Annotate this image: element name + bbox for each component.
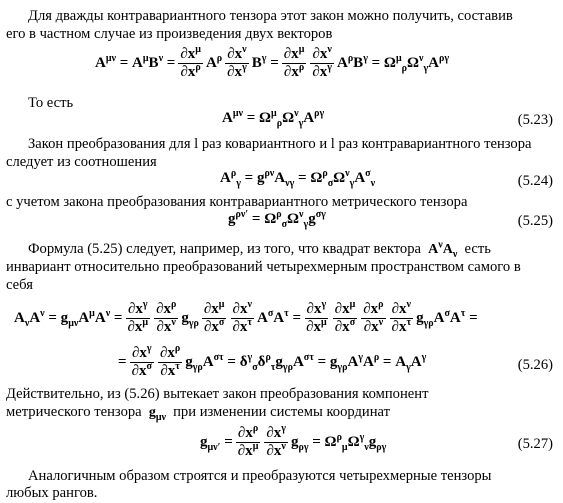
paragraph-line: любых рангов. <box>6 485 98 501</box>
math-symbol: $A^{\mu\nu} = \Omega^\mu_\rho\Omega^\nu_\gamma A^{\rho\gamma}$ <box>222 108 325 129</box>
fraction: $\frac{\partial x^\gamma}{\partial x^\mu}$ <box>127 299 149 335</box>
paragraph-text: есть <box>464 241 491 257</box>
equation-5-24 <box>220 170 375 187</box>
equation-5-25 <box>228 211 326 228</box>
paragraph-line: инвариант относительно преобразований четырехмерным пространством самого в <box>6 259 521 275</box>
inline-math: $A^\nu A_\nu$ <box>424 239 458 260</box>
fraction: $\frac{\partial x^\rho}{\partial x^\mu}$ <box>237 423 259 459</box>
paragraph-line: с учетом закона преобразования контравариантного метрического тензора <box>6 194 468 210</box>
fraction: $\frac{\partial x^\gamma}{\partial x^\nu}$ <box>266 423 286 459</box>
paragraph-text: при изменении системы координат <box>173 404 391 420</box>
math-symbol: $A^\rho B^\gamma = \Omega^\mu_\rho\Omega^\nu_\gamma A^{\rho\gamma}$ <box>336 53 450 74</box>
math-symbol: $g_{\gamma\rho}A^\sigma A^\tau$ = <box>416 308 478 329</box>
fraction: $\frac{\partial x^\nu}{\partial x^\tau}$ <box>232 299 252 335</box>
paragraph-line <box>6 404 563 421</box>
fraction: $\frac{\partial x^\mu}{\partial x^\rho}$ <box>180 44 201 80</box>
paragraph-text: метрического тензора <box>6 404 142 420</box>
math-symbol: $g_{\gamma\rho}$ <box>181 310 199 329</box>
fraction: $\frac{\partial x^\rho}{\partial x^\tau}$ <box>159 343 181 379</box>
paragraph-line: Закон преобразования для l раз ковариантного и l раз контравариантного тензора <box>28 136 532 152</box>
math-symbol: $g_{\rho\gamma} = \Omega^\rho_\mu\Omega^\gamma_\nu g_{\rho\gamma}$ <box>290 432 387 453</box>
fraction: $\frac{\partial x^\rho}{\partial x^\nu}$ <box>363 299 384 335</box>
fraction: $\frac{\partial x^\nu}{\partial x^\tau}$ <box>391 299 412 335</box>
paragraph-line: Для дважды контравариантного тензора этот закон можно получить, составив <box>28 8 513 24</box>
math-symbol: $A^\rho_\gamma = g^{\rho\nu}A_{\nu\gamma} = \Omega^\rho_\sigma\Omega^\nu_\gamma A^\sigma_\nu$ <box>220 168 376 189</box>
fraction: $\frac{\partial x^\mu}{\partial x^\sigma}$ <box>334 299 356 335</box>
fraction: $\frac{\partial x^\mu}{\partial x^\rho}$ <box>283 44 305 80</box>
math-symbol: $g_{\mu\nu'}$ = <box>200 434 233 453</box>
fraction: $\frac{\partial x^\gamma}{\partial x^\mu}$ <box>306 299 327 335</box>
math-symbol: $g_{\gamma\rho}A^{\sigma\tau} = \delta^\gamma_\sigma\delta^\rho_\tau g_{\gamma\rho}A^{\sigma\tau} = g_{\gamma\rho}A^\gamma A^\rho = A_\gamma A^\gamma$ <box>185 352 427 373</box>
fraction: $\frac{\partial x^\gamma}{\partial x^\sigma}$ <box>131 343 152 379</box>
paragraph-line: То есть <box>28 95 74 111</box>
paragraph-line: Аналогичным образом строятся и преобразуются четырехмерные тензоры <box>28 468 492 484</box>
paragraph-line: себя <box>6 277 33 293</box>
math-symbol: $A^\rho$ <box>205 53 223 71</box>
paragraph-line <box>28 241 563 258</box>
math-symbol: $A^\sigma A^\tau$ = <box>257 308 302 326</box>
math-symbol: $g^{\rho\nu'} = \Omega^\rho_\sigma\Omega^\nu_\gamma g^{\sigma\gamma}$ <box>228 209 326 230</box>
inline-math: $g_{\mu\nu}$ <box>145 405 166 423</box>
paragraph-line: Действительно, из (5.26) вытекает закон преобразования компонент <box>6 386 429 402</box>
fraction: $\frac{\partial x^\nu}{\partial x^\gamma}$ <box>227 44 247 80</box>
equation-5-23 <box>222 110 324 127</box>
equation-number: (5.23) <box>517 112 553 128</box>
equation-5-26-line1 <box>14 299 478 335</box>
math-symbol: $A_\nu A^\nu = g_{\mu\nu}A^\mu A^\nu$ = <box>14 308 123 329</box>
fraction: $\frac{\partial x^\nu}{\partial x^\gamma}$ <box>312 44 332 80</box>
equation-5-26-line2 <box>118 343 427 379</box>
math-symbol: $A^{\mu\nu} = A^\mu B^\nu$ = <box>95 53 176 71</box>
fraction: $\frac{\partial x^\rho}{\partial x^\nu}$ <box>156 299 177 335</box>
math-symbol: $B^\gamma$ = <box>251 53 279 71</box>
equation-number: (5.25) <box>517 213 553 229</box>
equation-number: (5.27) <box>517 436 553 452</box>
equation-5-27 <box>200 423 387 459</box>
paragraph-text: Формула (5.25) следует, например, из того, что квадрат вектора <box>28 241 421 257</box>
paragraph-line: следует из соотношения <box>6 154 157 170</box>
fraction: $\frac{\partial x^\mu}{\partial x^\sigma}$ <box>203 299 225 335</box>
math-symbol: = <box>118 354 127 370</box>
paragraph-line: его в частном случае из произведения двух векторов <box>6 26 333 42</box>
equation-number: (5.24) <box>517 173 553 189</box>
equation-tensor-product <box>95 44 450 80</box>
equation-number: (5.26) <box>517 357 553 373</box>
